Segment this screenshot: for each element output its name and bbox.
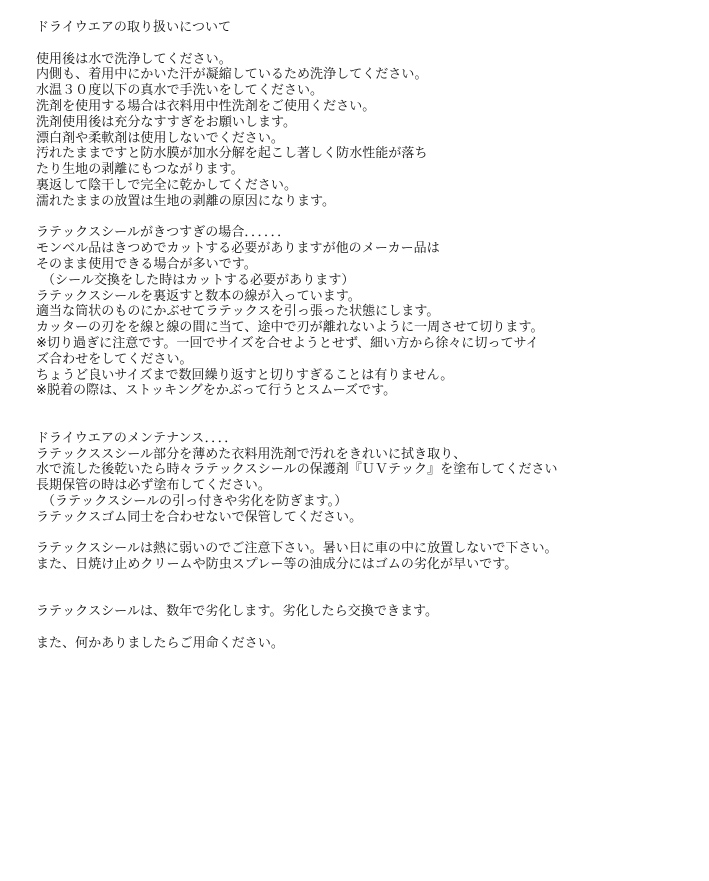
seal-line: カッターの刃をを線と線の間に当て、途中で刃が離れないように一周させて切ります。 <box>36 320 544 336</box>
seal-line: ズ合わせをしてください。 <box>36 351 193 367</box>
maintenance-line: ラテックスゴム同士を合わせないで保管してください。 <box>36 509 363 525</box>
maintenance-line: ラテックススシール部分を薄めた衣料用洗剤で汚れをきれいに拭き取り、 <box>36 446 467 462</box>
care-line: 水温３０度以下の真水で手洗いをしてください。 <box>36 83 324 99</box>
care-line: 内側も、着用中にかいた汗が凝縮しているため洗浄してください。 <box>36 67 428 83</box>
care-line: 使用後は水で洗浄してください。 <box>36 51 232 67</box>
closing-line: また、何かありましたらご用命ください。 <box>36 636 284 652</box>
caution-line: ラテックスシールは熱に弱いのでご注意下さい。暑い日に車の中に放置しないで下さい。 <box>36 541 558 557</box>
caution-section <box>36 541 701 573</box>
care-line: 汚れたままですと防水膜が加水分解を起こし著しく防水性能が落ち <box>36 146 428 162</box>
care-line: 洗剤使用後は充分なすすぎをお願いします。 <box>36 114 297 130</box>
seal-line: ラテックスシールがきつすぎの場合．．．．．． <box>36 225 291 241</box>
care-line: 裏返して陰干しで完全に乾かしてください。 <box>36 177 298 193</box>
document-body <box>36 20 701 652</box>
care-line: たり生地の剥離にもつながります。 <box>36 162 244 178</box>
document-title: ドライウエアの取り扱いについて <box>36 20 232 35</box>
care-section <box>36 52 701 210</box>
maintenance-line: （ラテックスシールの引っ付きや劣化を防ぎます。） <box>42 493 348 509</box>
seal-line: モンベル品はきつめでカットする必要がありますが他のメーカー品は <box>36 241 440 257</box>
care-line: 洗剤を使用する場合は衣料用中性洗剤をご使用ください。 <box>36 98 376 114</box>
seal-line: そのまま使用できる場合が多いです。 <box>36 256 257 272</box>
care-line: 漂白剤や柔軟剤は使用しないでください。 <box>36 130 284 146</box>
maintenance-line: 水で流した後乾いたら時々ラテックスシールの保護剤『ＵＶテック』を塗布してください <box>36 462 558 478</box>
seal-line: 適当な筒状のものにかぶせてラテックスを引っ張った状態にします。 <box>36 304 440 320</box>
closing-line: ラテックスシールは、数年で劣化します。劣化したら交換できます。 <box>36 604 439 620</box>
seal-line: ちょうど良いサイズまで数回繰り返すと切りすぎることは有りません。 <box>36 367 454 383</box>
maintenance-line: ドライウエアのメンテナンス．．．． <box>36 430 238 446</box>
closing-section <box>36 604 701 651</box>
seal-line: ※切り過ぎに注意です。一回でサイズを合せようとせず、細い方から徐々に切ってサイ <box>36 335 539 351</box>
maintenance-section <box>36 431 701 526</box>
caution-line: また、日焼け止めクリームや防虫スプレー等の油成分にはゴムの劣化が早いです。 <box>36 557 518 573</box>
maintenance-line: 長期保管の時は必ず塗布してください。 <box>36 478 271 494</box>
seal-line: （シール交換をした時はカットする必要があります） <box>42 272 355 288</box>
seal-section <box>36 225 701 399</box>
seal-line: ラテックスシールを裏返すと数本の線が入っています。 <box>36 288 361 304</box>
care-line: 濡れたままの放置は生地の剥離の原因になります。 <box>36 193 336 209</box>
seal-line: ※脱着の際は、ストッキングをかぶって行うとスムーズです。 <box>36 383 397 399</box>
